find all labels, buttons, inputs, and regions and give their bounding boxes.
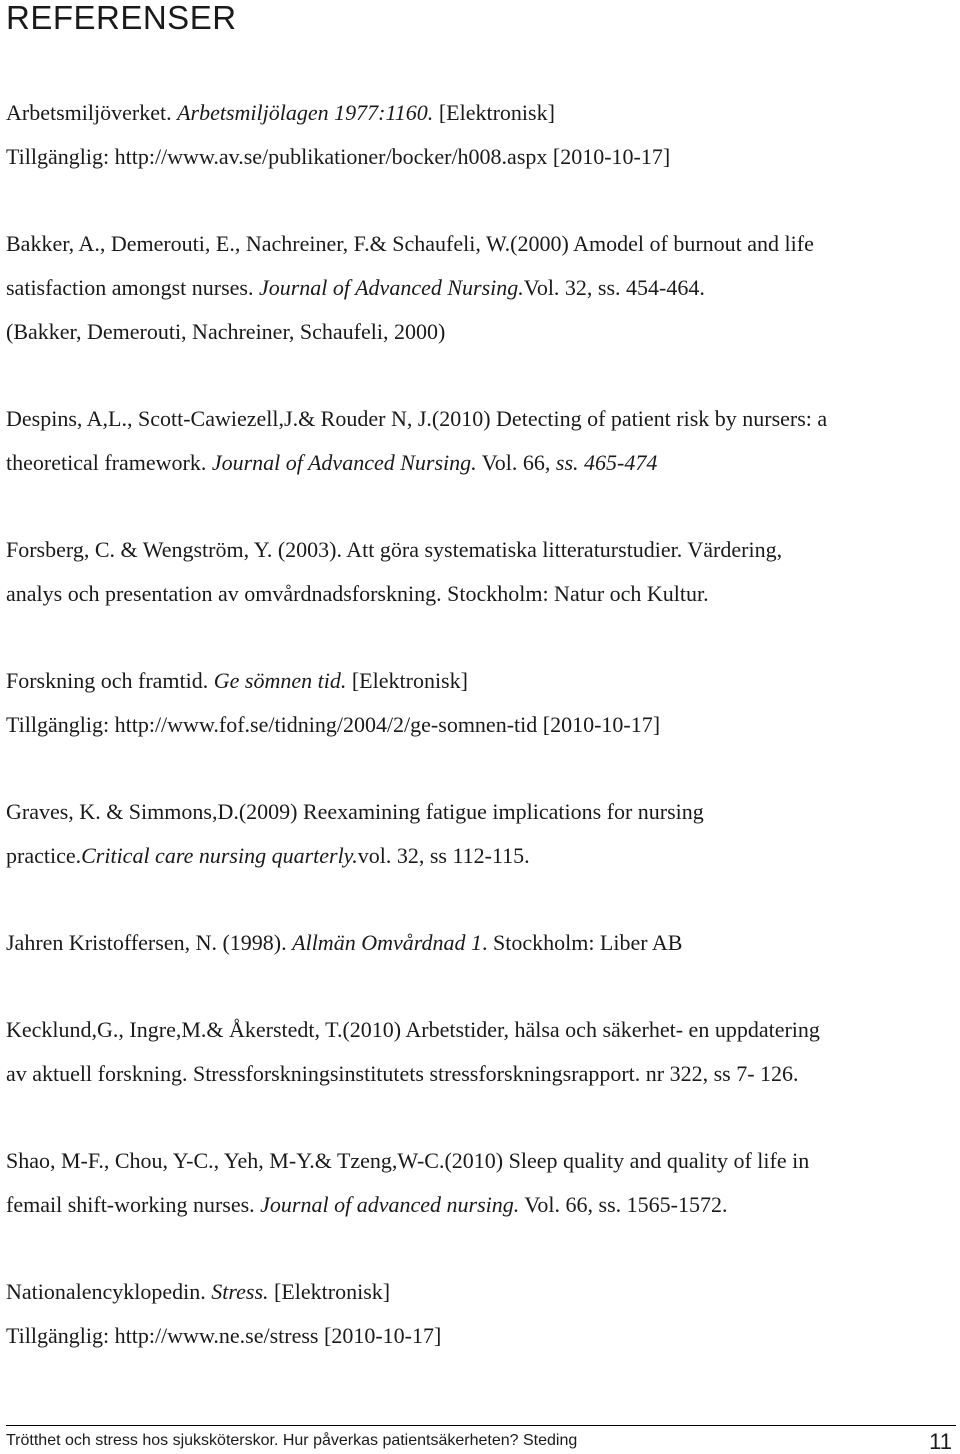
reference-line: Forskning och framtid. Ge sömnen tid. [Elektronisk] [6, 668, 468, 693]
reference-line: Arbetsmiljöverket. Arbetsmiljölagen 1977:1160. [Elektronisk] [6, 100, 555, 125]
footer-divider [6, 1425, 956, 1426]
reference-line: (Bakker, Demerouti, Nachreiner, Schaufeli, 2000) [6, 319, 446, 344]
reference-line: Kecklund,G., Ingre,M.& Åkerstedt, T.(2010) Arbetstider, hälsa och säkerhet- en uppdatering [6, 1017, 820, 1042]
footer-text: Trötthet och stress hos sjuksköterskor. Hur påverkas patientsäkerheten? Steding [6, 1432, 578, 1449]
reference-line: analys och presentation av omvårdnadsforskning. Stockholm: Natur och Kultur. [6, 581, 709, 606]
reference-title: Critical care nursing quarterly. [81, 843, 358, 868]
reference-title: Journal of advanced nursing. [260, 1192, 520, 1217]
reference-line: Forsberg, C. & Wengström, Y. (2003). Att göra systematiska litteraturstudier. Värdering, [6, 537, 783, 562]
reference-line: Jahren Kristoffersen, N. (1998). Allmän Omvårdnad 1. Stockholm: Liber AB [6, 930, 683, 955]
reference-title: Ge sömnen tid. [213, 668, 347, 693]
page-title: REFERENSER [6, 0, 237, 36]
reference-line: Tillgänglig: http://www.fof.se/tidning/2004/2/ge-somnen-tid [2010-10-17] [6, 712, 661, 737]
reference-line: Graves, K. & Simmons,D.(2009) Reexamining fatigue implications for nursing [6, 799, 704, 824]
reference-line: av aktuell forskning. Stressforskningsinstitutets stressforskningsrapport. nr 322, ss 7- 126. [6, 1061, 799, 1086]
reference-line: Bakker, A., Demerouti, E., Nachreiner, F.& Schaufeli, W.(2000) Amodel of burnout and life [6, 231, 814, 256]
reference-title: Arbetsmiljölagen 1977:1160. [177, 100, 434, 125]
reference-line: theoretical framework. Journal of Advanced Nursing. Vol. 66, ss. 465-474 [6, 450, 658, 475]
reference-line: Despins, A,L., Scott-Cawiezell,J.& Rouder N, J.(2010) Detecting of patient risk by nursers: a [6, 406, 828, 431]
reference-line: femail shift-working nurses. Journal of advanced nursing. Vol. 66, ss. 1565-1572. [6, 1192, 728, 1217]
page-number: 11 [929, 1429, 952, 1454]
reference-title: Allmän Omvårdnad 1 [292, 930, 482, 955]
reference-title: Journal of Advanced Nursing. [211, 450, 477, 475]
reference-line: practice.Critical care nursing quarterly.vol. 32, ss 112-115. [6, 843, 530, 868]
reference-line: Nationalencyklopedin. Stress. [Elektronisk] [6, 1279, 391, 1304]
reference-title: Stress. [211, 1279, 269, 1304]
reference-line: Tillgänglig: http://www.av.se/publikationer/bocker/h008.aspx [2010-10-17] [6, 144, 671, 169]
reference-line: satisfaction amongst nurses. Journal of Advanced Nursing.Vol. 32, ss. 454-464. [6, 275, 705, 300]
reference-line: Tillgänglig: http://www.ne.se/stress [2010-10-17] [6, 1323, 442, 1348]
reference-line: Shao, M-F., Chou, Y-C., Yeh, M-Y.& Tzeng,W-C.(2010) Sleep quality and quality of life in [6, 1148, 810, 1173]
reference-title: Journal of Advanced Nursing. [258, 275, 524, 300]
